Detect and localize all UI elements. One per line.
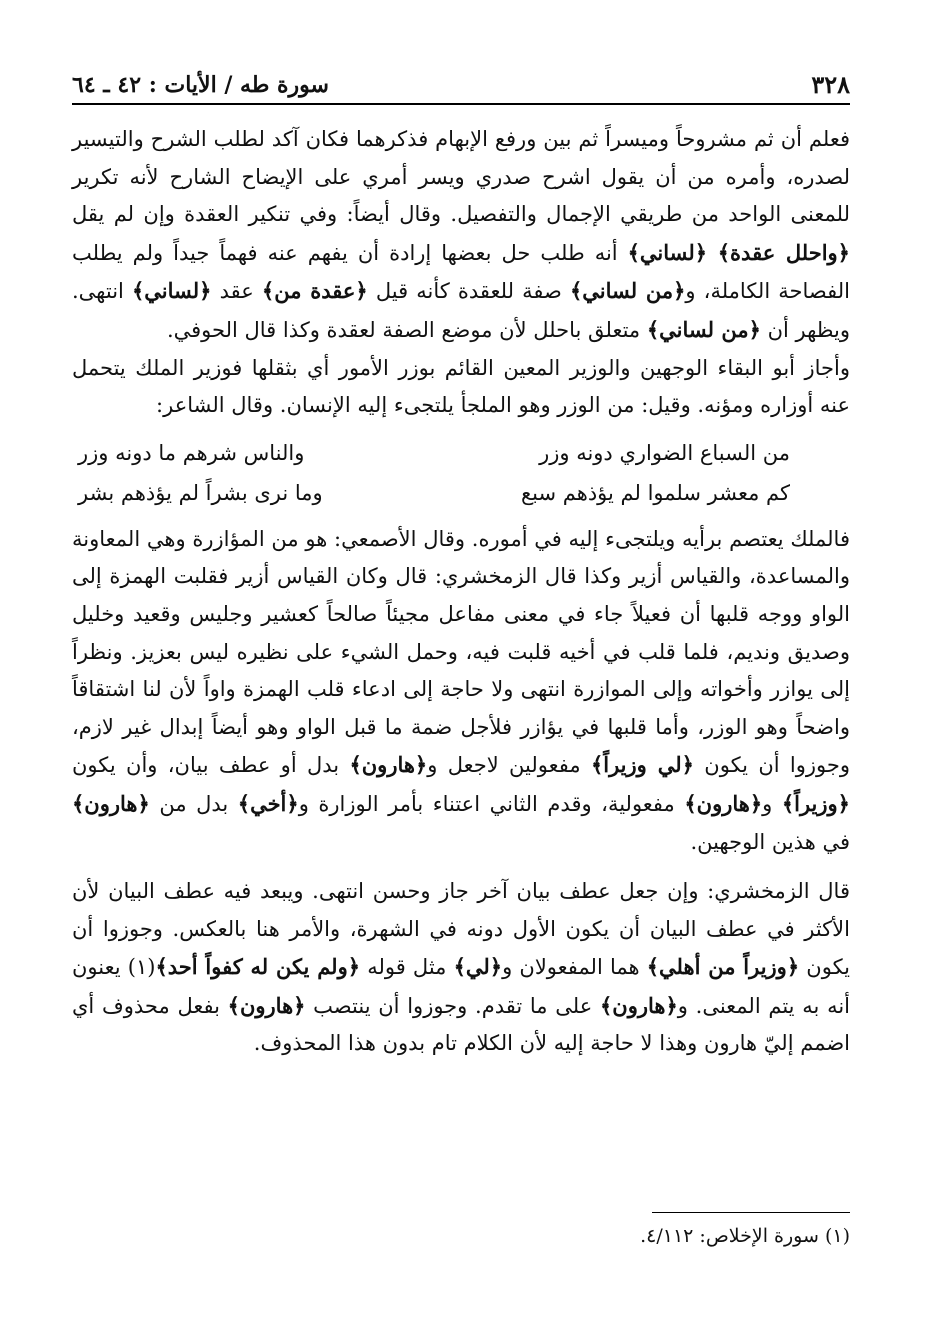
text-segment: بدل أو عطف بيان، وأن يكون (72, 753, 350, 778)
header-title: سورة طه / الأيات : ٤٢ ـ ٦٤ (72, 71, 329, 98)
text-segment: قال الزمخشري: وإن جعل عطف بيان آخر جاز وحسن انتهى. ويبعد فيه عطف البيان لأن الأكثر في عطف البيان أن يكون الأول دونه في الشهرة، والأمر هنا بالعكس. وجوزوا أن يكون (72, 879, 851, 980)
verse-line (72, 433, 850, 473)
text-segment: صفة للعقدة كأنه قيل (367, 279, 570, 304)
quran-quote: ﴿هارون﴾ (349, 752, 428, 778)
verse-hemistich-first: كم معشر سلموا لم يؤذهم سبع (520, 480, 790, 505)
quran-quote: ﴿من لساني﴾ (569, 278, 686, 304)
paragraph (72, 521, 850, 861)
main-text (72, 121, 850, 1063)
text-segment: مثل قوله (360, 955, 454, 980)
text-segment: مفعولين لاجعل و (427, 753, 591, 778)
text-segment: أنه طلب حل بعضها إرادة أن يفهم عنه فهماً جيداً ولم يطلب الفصاحة الكاملة، و (72, 240, 850, 304)
page-number: ٣٢٨ (811, 70, 850, 99)
paragraph (72, 350, 850, 425)
quran-quote: ﴿هارون﴾ (684, 790, 763, 816)
paragraph (72, 873, 850, 1063)
paragraph (72, 121, 850, 350)
quran-quote: ﴿عقدة من﴾ (261, 278, 368, 304)
quran-quote: ﴿لساني﴾ (132, 278, 212, 304)
poetry-verses (72, 433, 850, 513)
text-segment: بدل من (149, 791, 238, 816)
text-segment: بفعل محذوف أي اضمم إليّ هارون وهذا لا حاجة إليه لأن الكلام تام بدون هذا المحذوف. (72, 993, 850, 1056)
text-segment: فعلم أن ثم مشروحاً وميسراً ثم بين ورفع الإبهام فذكرهما فكان آكد لطلب الشرح والتيسير لصدره، وأمره من أن يقول اشرح صدري ويسر أمري على الإيضاح الشارح لأنه تكرير للمعنى الواحد من طريقي الإجمال والتفصيل. وقال أيضاً: وفي تنكير العقدة وإن لم يقل (72, 127, 850, 227)
text-segment: عقد (211, 279, 262, 304)
text-segment: (١) يعنون أنه به يتم المعنى. و (72, 955, 851, 1018)
text-segment: و (762, 791, 782, 816)
text-segment: في هذين الوجهين. (690, 829, 850, 854)
quran-quote: ﴿هارون﴾ (227, 992, 306, 1018)
verse-hemistich-second: وما نرى بشراً لم يؤذهم بشر (78, 480, 323, 505)
quran-quote: ﴿وزيراً﴾ (781, 790, 850, 816)
quran-quote: ﴿وزيراً من أهلي﴾ (646, 954, 800, 980)
quran-quote: ﴿لي﴾ (453, 954, 503, 980)
page (72, 70, 850, 1063)
running-header (72, 70, 850, 105)
quran-quote: ﴿واحلل عقدة﴾ ﴿لساني﴾ (627, 239, 850, 265)
verse-line (72, 473, 850, 513)
verse-hemistich-second: والناس شرهم ما دونه وزر (78, 440, 305, 465)
text-segment: انتهى. ويظهر أن (72, 279, 850, 342)
quran-quote: ﴿هارون﴾ (72, 790, 150, 816)
quran-quote: ﴿ولم يكن له كفواً أحد﴾ (155, 954, 361, 980)
verse-hemistich-first: من السباع الضواري دونه وزر (539, 440, 790, 465)
text-segment: هما المفعولان و (502, 955, 647, 980)
quran-quote: ﴿من لساني﴾ (646, 316, 761, 342)
text-segment: على ما تقدم. وجوزوا أن ينتصب (305, 993, 600, 1018)
text-segment: متعلق باحلل لأن موضع الصفة لعقدة وكذا قال الحوفي. (166, 317, 647, 342)
quran-quote: ﴿هارون﴾ (599, 992, 678, 1018)
quran-quote: ﴿أخي﴾ (237, 790, 299, 816)
text-segment: وأجاز أبو البقاء الوجهين والوزير المعين القائم بوزر الأمور أي بثقلها فوزير الملك يتحمل عنه أوزاره ومؤنه. وقيل: من الوزر وهو الملجأ يلتجىء إليه الإنسان. وقال الشاعر: (72, 355, 850, 418)
footnote: (١) سورة الإخلاص: ٤/١١٢. (640, 1225, 850, 1247)
text-segment: مفعولية، وقدم الثاني اعتناء بأمر الوزارة و (298, 791, 685, 816)
quran-quote: ﴿لي وزيراً﴾ (590, 752, 694, 778)
footnote-divider (652, 1212, 850, 1213)
text-segment: فالملك يعتصم برأيه ويلتجىء إليه في أموره. وقال الأصمعي: هو من المؤازرة وهي المعاونة والمساعدة، والقياس أزير وكذا قال الزمخشري: قال وكان القياس أزير فقلبت الهمزة إلى الواو ووجه قلبها أن فعيلاً جاء في معنى مفاعل مجيئاً صالحاً كعشير وجليس وقعيد وخليل وصديق ونديم، فلما قلب في أخيه قلبت فيه، وحمل الشيء على نظيره ليس بعزيز. ونظراً إلى يوازر وأخواته وإلى الموازرة انتهى ولا حاجة إلى ادعاء قلب الهمزة واواً لأن لنا اشتقاقاً واضحاً وهو الوزر، وأما قلبها في يؤازر فلأجل ضمة ما قبل الواو وهو أيضاً إبدال غير لازم، وجوزوا أن يكون (72, 526, 851, 778)
